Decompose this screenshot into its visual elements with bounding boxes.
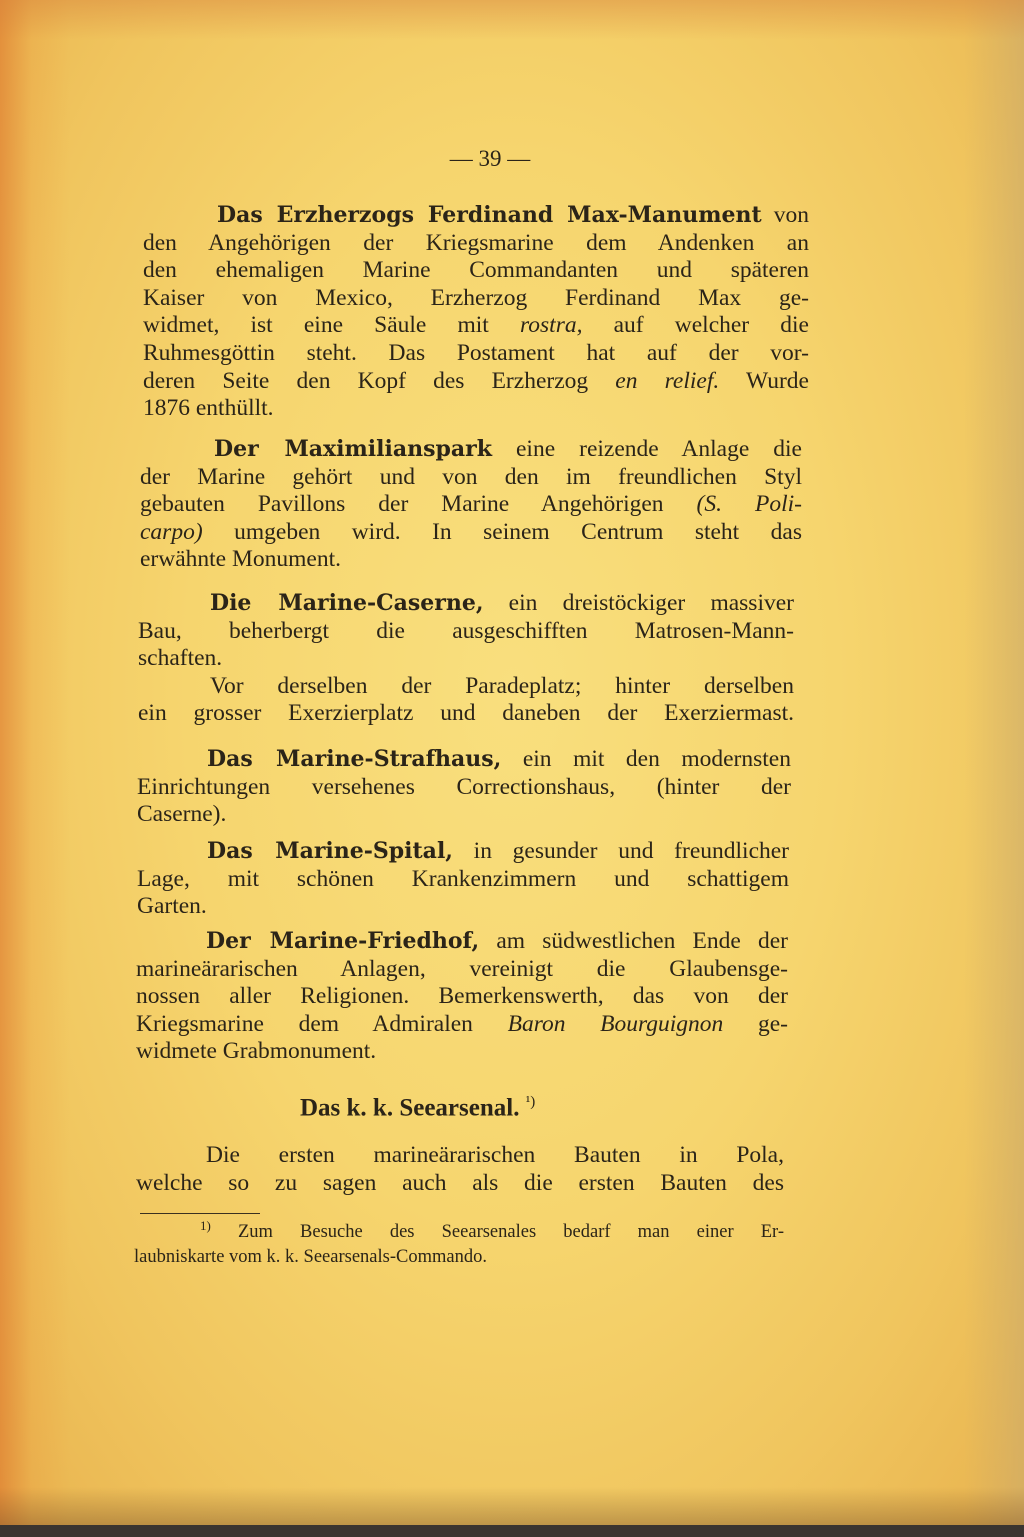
footnote-line: laubniskarte vom k. k. Seearsenals-Commando. <box>134 1247 487 1268</box>
paragraph-lead: Das Erzherzogs Ferdinand Max-Manument <box>217 202 762 228</box>
paragraph-line: Der Maximilianspark eine reizende Anlage die <box>214 436 802 462</box>
page-number: — 39 — <box>449 146 531 171</box>
footnote <box>134 1213 784 1270</box>
paragraph-lead: Die Marine-Caserne, <box>210 590 484 616</box>
paragraph-lead: Der Maximilianspark <box>214 436 492 462</box>
paragraph-lead: Das Marine-Spital, <box>207 838 453 864</box>
paragraph-line: 1876 enthüllt. <box>143 395 274 422</box>
paragraph-seearsenal <box>136 1142 784 1197</box>
page-edge-right <box>964 0 1024 1537</box>
paragraph-maximilianspark <box>140 436 802 574</box>
page-edge-top <box>0 0 1024 40</box>
paragraph-line: gebauten Pavillons der Marine Angehörigen (S. Poli- <box>140 491 802 518</box>
paragraph-line: marineärarischen Anlagen, vereinigt die Glaubensge- <box>136 955 788 982</box>
paragraph-line: Das Erzherzogs Ferdinand Max-Manument von <box>217 202 809 228</box>
paragraph-marine-caserne <box>138 590 794 728</box>
paragraph-line: widmet, ist eine Säule mit rostra, auf welcher die <box>143 312 809 339</box>
footnote-marker: ¹) <box>525 1094 536 1110</box>
paragraph-line: den Angehörigen der Kriegsmarine dem Andenken an <box>143 229 809 256</box>
paragraph-line: der Marine gehört und von den im freundlichen Styl <box>140 463 802 490</box>
paragraph-line: Die ersten marineärarischen Bauten in Pola, <box>206 1142 784 1168</box>
paragraph-marine-friedhof <box>136 928 788 1066</box>
paragraph-line: nossen aller Religionen. Bemerkenswerth, das von der <box>136 983 788 1010</box>
page-bottom-strip <box>0 1525 1024 1537</box>
paragraph-marine-spital <box>137 838 789 921</box>
paragraph-line: Das Marine-Strafhaus, ein mit den modernsten <box>207 746 791 772</box>
paragraph-line: Bau, beherbergt die ausgeschifften Matrosen-Mann- <box>138 617 794 644</box>
paragraph-line: Das Marine-Spital, in gesunder und freundlicher <box>207 838 790 864</box>
footnote-line: $^{1)}$ Zum Besuche des Seearsenales bedarf man einer Er- <box>200 1218 784 1243</box>
paragraph-marine-strafhaus <box>137 746 791 829</box>
paragraph-line: Ruhmesgöttin steht. Das Postament hat auf der vor- <box>143 339 809 366</box>
paragraph-line: Garten. <box>137 893 207 920</box>
paragraph-line: Der Marine-Friedhof, am südwestlichen Ende der <box>206 928 788 954</box>
section-heading: Das k. k. Seearsenal. $^{^1)}$ <box>300 1094 536 1122</box>
paragraph-lead: Das Marine-Strafhaus, <box>207 746 502 772</box>
paragraph-line: Einrichtungen versehenes Correctionshaus, (hinter der <box>137 773 791 800</box>
paragraph-line: ein grosser Exerzierplatz und daneben der Exerziermast. <box>138 700 794 727</box>
paragraph-line: deren Seite den Kopf des Erzherzog en relief. Wurde <box>143 367 809 394</box>
paragraph-line: erwähnte Monument. <box>140 546 342 573</box>
paragraph-line: welche so zu sagen auch als die ersten Bauten des <box>136 1169 784 1196</box>
paragraph-line: Kaiser von Mexico, Erzherzog Ferdinand Max ge- <box>143 284 809 311</box>
paragraph-ferdinand-max-monument <box>143 202 809 423</box>
paragraph-line: widmete Grabmonument. <box>136 1038 377 1065</box>
paragraph-line: Die Marine-Caserne, ein dreistöckiger massiver <box>210 590 794 616</box>
paragraph-line: Vor derselben der Paradeplatz; hinter derselben <box>210 672 794 699</box>
paragraph-line: Caserne). <box>137 801 227 828</box>
paragraph-lead: Der Marine-Friedhof, <box>206 928 480 954</box>
paragraph-line: Kriegsmarine dem Admiralen Baron Bourguignon ge- <box>136 1010 788 1037</box>
page-edge-left <box>0 0 70 1537</box>
paragraph-line: carpo) umgeben wird. In seinem Centrum steht das <box>140 518 802 545</box>
paragraph-line: schaften. <box>138 645 223 672</box>
paragraph-line: den ehemaligen Marine Commandanten und späteren <box>143 257 809 284</box>
paragraph-line: Lage, mit schönen Krankenzimmern und schattigem <box>137 865 789 892</box>
